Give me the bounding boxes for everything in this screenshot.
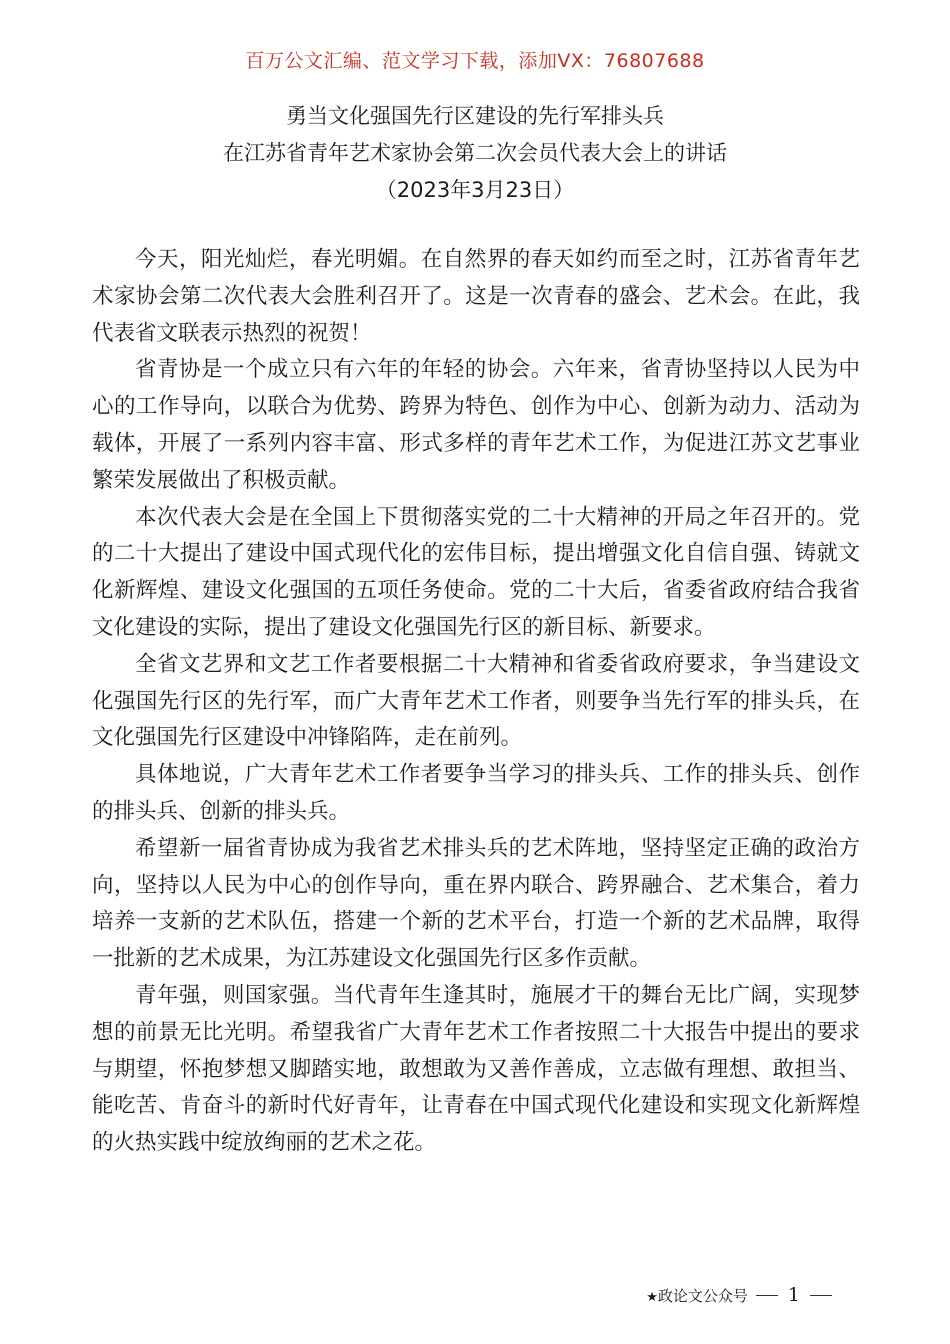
dash-right: [810, 1295, 832, 1296]
paragraph: 省青协是一个成立只有六年的年轻的协会。六年来，省青协坚持以人民为中心的工作导向，以联合为优势、跨界为特色、创作为中心、创新为动力、活动为载体，开展了一系列内容丰富、形式多样的青年艺术工作，为促进江苏文艺事业繁荣发展做出了积极贡献。: [92, 357, 860, 493]
watermark-banner: 百万公文汇编、范文学习下载，添加VX：76807688: [245, 50, 705, 72]
footer-source-label: 政论文公众号: [657, 1286, 748, 1305]
paragraph: 本次代表大会是在全国上下贯彻落实党的二十大精神的开局之年召开的。党的二十大提出了建设中国式现代化的宏伟目标，提出增强文化自信自强、铸就文化新辉煌、建设文化强国的五项任务使命。党的二十大后，省委省政府结合我省文化建设的实际，提出了建设文化强国先行区的新目标、新要求。: [92, 504, 860, 640]
paragraph: 全省文艺界和文艺工作者要根据二十大精神和省委省政府要求，争当建设文化强国先行区的先行军，而广大青年艺术工作者，则要争当先行军的排头兵，在文化强国先行区建设中冲锋陷阵，走在前列。: [92, 651, 860, 751]
page-number-value: 1: [787, 1284, 800, 1306]
paragraph: 青年强，则国家强。当代青年生逢其时，施展才干的舞台无比广阔，实现梦想的前景无比光明。希望我省广大青年艺术工作者按照二十大报告中提出的要求与期望，怀抱梦想又脚踏实地，敢想敢为又善作善成，立志做有理想、敢担当、能吃苦、肯奋斗的新时代好青年，让青春在中国式现代化建设和实现文化新辉煌的火热实践中绽放绚丽的艺术之花。: [92, 982, 860, 1156]
dash-left: [756, 1295, 778, 1296]
star-icon: ★: [646, 1289, 658, 1305]
document-subtitle: 在江苏省青年艺术家协会第二次会员代表大会上的讲话: [223, 141, 727, 165]
paragraph: 今天，阳光灿烂，春光明媚。在自然界的春天如约而至之时，江苏省青年艺术家协会第二次代表大会胜利召开了。这是一次青春的盛会、艺术会。在此，我代表省文联表示热烈的祝贺！: [92, 247, 860, 346]
paragraph: 具体地说，广大青年艺术工作者要争当学习的排头兵、工作的排头兵、创作的排头兵、创新的排头兵。: [92, 762, 860, 824]
page-number: [756, 1284, 832, 1306]
paragraph: 希望新一届省青协成为我省艺术排头兵的艺术阵地，坚持坚定正确的政治方向，坚持以人民为中心的创作导向，重在界内联合、跨界融合、艺术集合，着力培养一支新的艺术队伍，搭建一个新的艺术平台，打造一个新的艺术品牌，取得一批新的艺术成果，为江苏建设文化强国先行区多作贡献。: [92, 835, 860, 972]
page-footer: [646, 1284, 832, 1306]
document-date: （2023年3月23日）: [375, 178, 575, 202]
document-title: 勇当文化强国先行区建设的先行军排头兵: [286, 104, 664, 128]
document-title-block: [0, 98, 950, 209]
document-body: [92, 242, 860, 1162]
footer-source: [646, 1285, 748, 1306]
